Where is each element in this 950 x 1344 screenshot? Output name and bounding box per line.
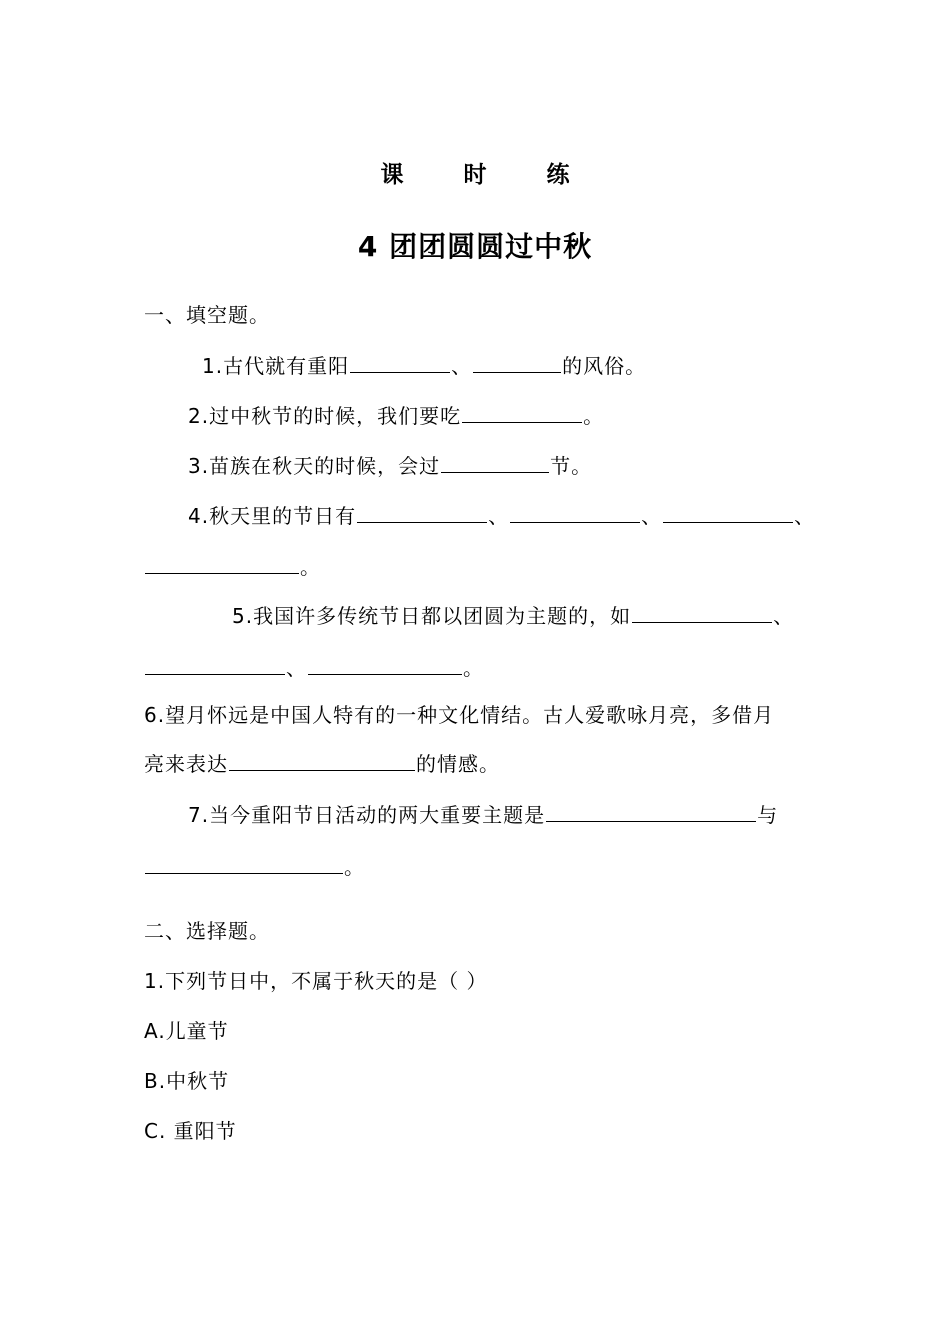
fill-question-7 — [188, 801, 778, 828]
q4-text-post: 。 — [300, 555, 321, 579]
q5-text-post: 。 — [463, 656, 484, 680]
q5-text-pre: 5.我国许多传统节日都以团圆为主题的，如 — [232, 604, 632, 628]
choice-option-c[interactable]: C. 重阳节 — [144, 1119, 237, 1143]
fill-question-5-cont — [144, 654, 484, 681]
q6-text-pre: 亮来表达 — [144, 752, 228, 776]
choice-option-b[interactable]: B.中秋节 — [144, 1069, 230, 1093]
q4-blank-2[interactable] — [510, 502, 640, 523]
q4-separator-1: 、 — [488, 504, 510, 528]
choice-option-a[interactable]: A.儿童节 — [144, 1019, 229, 1043]
q4-blank-1[interactable] — [357, 502, 487, 523]
q3-text-pre: 3.苗族在秋天的时候，会过 — [188, 454, 441, 478]
lesson-title: 4 团团圆圆过中秋 — [357, 230, 593, 263]
fill-question-2 — [188, 402, 604, 429]
q7-text-mid: 与 — [757, 803, 779, 827]
q3-text-post: 节。 — [550, 454, 593, 478]
fill-question-6: 6.望月怀远是中国人特有的一种文化情结。古人爱歌咏月亮，多借月 — [144, 703, 775, 727]
fill-question-6-cont — [144, 750, 500, 777]
fill-question-4-cont — [144, 553, 321, 580]
q2-text-post: 。 — [583, 404, 605, 428]
q5-blank-2[interactable] — [145, 654, 285, 675]
q7-blank-2[interactable] — [145, 853, 343, 874]
choice-question-1: 1.下列节日中，不属于秋天的是（ ） — [144, 969, 488, 993]
q4-blank-4[interactable] — [145, 553, 299, 574]
q3-blank[interactable] — [441, 452, 549, 473]
fill-question-3 — [188, 452, 592, 479]
q7-blank-1[interactable] — [546, 801, 756, 822]
q4-separator-3: 、 — [794, 504, 816, 528]
q5-separator-1: 、 — [773, 604, 795, 628]
q1-blank-1[interactable] — [350, 352, 450, 373]
q5-separator-2: 、 — [286, 656, 307, 680]
q1-text-post: 的风俗。 — [562, 354, 647, 378]
q4-separator-2: 、 — [641, 504, 663, 528]
worksheet-subtitle: 课 时 练 — [380, 162, 596, 188]
q5-blank-1[interactable] — [632, 602, 772, 623]
fill-question-7-cont — [144, 853, 365, 880]
section-1-heading: 一、填空题。 — [144, 303, 270, 327]
fill-question-5 — [232, 602, 794, 629]
fill-question-4 — [188, 502, 815, 529]
q7-text-post: 。 — [344, 855, 365, 879]
q4-blank-3[interactable] — [663, 502, 793, 523]
fill-question-1 — [202, 352, 646, 379]
q1-blank-2[interactable] — [473, 352, 561, 373]
q1-text-pre: 1.古代就有重阳 — [202, 354, 350, 378]
q6-blank[interactable] — [229, 750, 415, 771]
section-2-heading: 二、选择题。 — [144, 919, 270, 943]
q2-blank[interactable] — [462, 402, 582, 423]
q7-text-pre: 7.当今重阳节日活动的两大重要主题是 — [188, 803, 546, 827]
q6-text-post: 的情感。 — [416, 752, 500, 776]
q2-text-pre: 2.过中秋节的时候，我们要吃 — [188, 404, 462, 428]
q4-text-pre: 4.秋天里的节日有 — [188, 504, 357, 528]
q1-separator: 、 — [451, 354, 473, 378]
q5-blank-3[interactable] — [308, 654, 462, 675]
